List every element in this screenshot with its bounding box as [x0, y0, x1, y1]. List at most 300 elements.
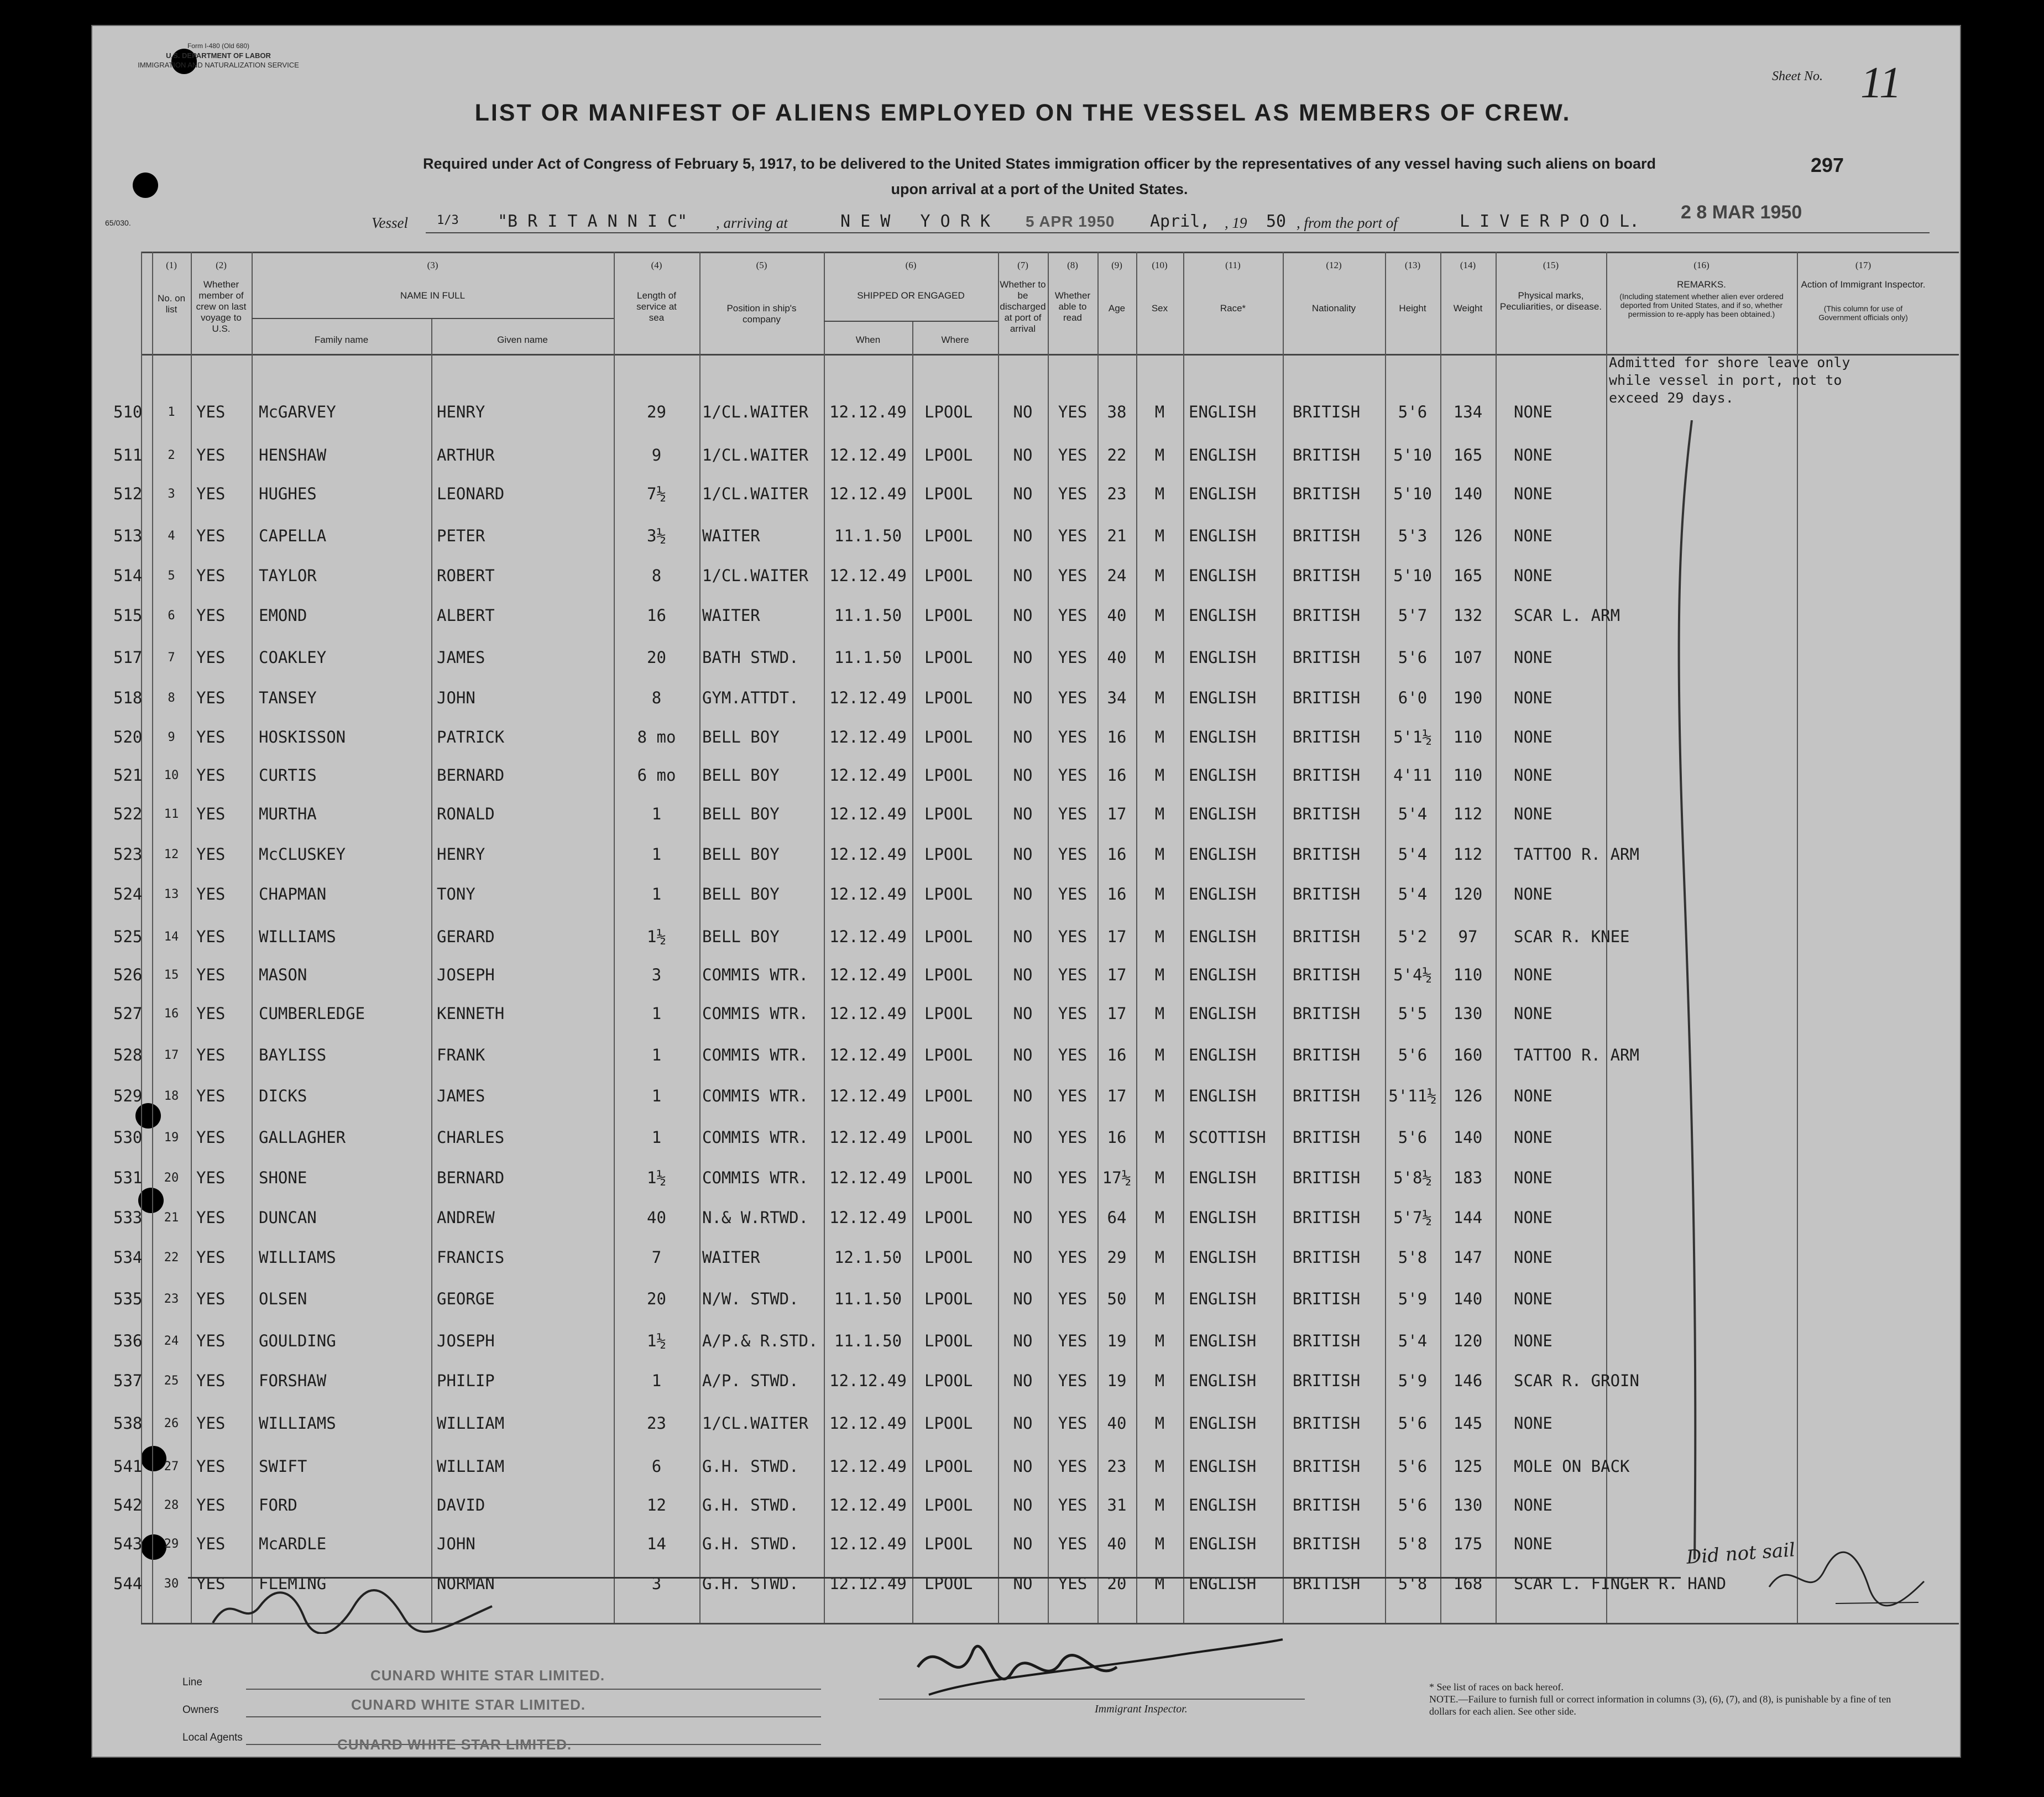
cell-height: 5'5: [1398, 1004, 1428, 1023]
col-divider: [1496, 252, 1497, 1623]
vessel-name: "B R I T A N N I C": [498, 212, 688, 231]
cell-marks: TATTOO R. ARM: [1514, 845, 1639, 864]
col-divider: [1797, 252, 1798, 1623]
cell-height: 6'0: [1398, 688, 1428, 707]
cell-nationality: BRITISH: [1293, 606, 1361, 625]
cell-position: COMMIS WTR.: [702, 1128, 809, 1147]
cell-height: 5'8: [1398, 1534, 1428, 1553]
cell-position: COMMIS WTR.: [702, 1168, 809, 1187]
cell-marks: SCAR L. ARM: [1514, 606, 1620, 625]
cell-nationality: BRITISH: [1293, 403, 1361, 421]
cell-age: 21: [1107, 526, 1127, 545]
cell-family: WILLIAMS: [259, 1414, 336, 1433]
cell-read: YES: [1058, 965, 1088, 984]
cell-marks: MOLE ON BACK: [1514, 1457, 1630, 1476]
line-stamp: CUNARD WHITE STAR LIMITED.: [370, 1667, 605, 1684]
col-num-3: (3): [427, 260, 438, 270]
cell-position: BELL BOY: [702, 927, 780, 946]
cell-left: 520: [113, 728, 143, 746]
cell-height: 5'4: [1398, 845, 1428, 864]
cell-left: 513: [113, 526, 143, 545]
cell-nationality: BRITISH: [1293, 728, 1361, 746]
cell-weight: 110: [1453, 728, 1483, 746]
cell-weight: 145: [1453, 1414, 1483, 1433]
cell-race: ENGLISH: [1189, 965, 1257, 984]
col-head-name: NAME IN FULL: [400, 290, 466, 301]
cell-height: 5'10: [1393, 446, 1432, 464]
cell-weight: 125: [1453, 1457, 1483, 1476]
cell-nationality: BRITISH: [1293, 1457, 1361, 1476]
cell-given: HENRY: [437, 403, 485, 421]
cell-height: 5'4½: [1393, 965, 1432, 984]
col-num-13: (13): [1404, 260, 1421, 270]
col-head-height: Height: [1399, 303, 1426, 314]
cell-read: YES: [1058, 1208, 1088, 1227]
col-num-7: (7): [1017, 260, 1028, 270]
cell-given: PHILIP: [437, 1371, 495, 1390]
cell-where: LPOOL: [924, 1534, 973, 1553]
cell-service: 14: [647, 1534, 666, 1553]
cell-service: 7: [651, 1248, 662, 1267]
cell-age: 17½: [1102, 1168, 1132, 1187]
cell-crew: YES: [196, 1457, 226, 1476]
cell-race: ENGLISH: [1189, 1168, 1257, 1187]
col-head-family: Family name: [314, 335, 369, 345]
cell-family: OLSEN: [259, 1289, 307, 1308]
cell-when: 12.12.49: [829, 1208, 907, 1227]
cell-read: YES: [1058, 1371, 1088, 1390]
cell-when: 12.12.49: [829, 965, 907, 984]
cell-left: 538: [113, 1414, 143, 1433]
cell-crew: YES: [196, 927, 226, 946]
cell-no: 18: [164, 1089, 179, 1103]
cell-left: 518: [113, 688, 143, 707]
remarks-shore-leave: [1609, 354, 1850, 407]
cell-weight: 168: [1453, 1574, 1483, 1593]
cell-position: GYM.ATTDT.: [702, 688, 799, 707]
cell-height: 5'6: [1398, 1046, 1428, 1064]
cell-sex: M: [1154, 885, 1165, 903]
cell-given: ANDREW: [437, 1208, 495, 1227]
cell-marks: NONE: [1514, 1086, 1552, 1105]
cell-service: 1: [651, 1086, 662, 1105]
cell-service: 16: [647, 606, 666, 625]
cell-height: 5'6: [1398, 1128, 1428, 1147]
cell-race: ENGLISH: [1189, 1414, 1257, 1433]
cell-nationality: BRITISH: [1293, 965, 1361, 984]
cell-sex: M: [1154, 1534, 1165, 1553]
cell-race: ENGLISH: [1189, 728, 1257, 746]
cell-no: 19: [164, 1131, 179, 1145]
cell-height: 5'8: [1398, 1248, 1428, 1267]
cell-age: 40: [1107, 1414, 1127, 1433]
cell-nationality: BRITISH: [1293, 927, 1361, 946]
cell-where: LPOOL: [924, 1574, 973, 1593]
cell-no: 20: [164, 1171, 179, 1185]
cell-service: 7½: [647, 484, 666, 503]
cell-service: 3: [651, 1574, 662, 1593]
cell-given: JOHN: [437, 688, 475, 707]
cell-race: ENGLISH: [1189, 484, 1257, 503]
cell-position: BELL BOY: [702, 728, 780, 746]
cell-discharged: NO: [1013, 728, 1033, 746]
cell-sex: M: [1154, 1208, 1165, 1227]
cell-nationality: BRITISH: [1293, 1004, 1361, 1023]
cell-service: 20: [647, 648, 666, 667]
cell-read: YES: [1058, 648, 1088, 667]
cell-age: 23: [1107, 1457, 1127, 1476]
cell-family: GALLAGHER: [259, 1128, 346, 1147]
footer-line-label: Line: [182, 1676, 202, 1688]
cell-left: 523: [113, 845, 143, 864]
cell-family: HOSKISSON: [259, 728, 346, 746]
cell-discharged: NO: [1013, 1208, 1033, 1227]
cell-when: 12.12.49: [829, 1086, 907, 1105]
cell-where: LPOOL: [924, 965, 973, 984]
cell-family: TAYLOR: [259, 566, 317, 585]
cell-crew: YES: [196, 1086, 226, 1105]
remarks-line: Admitted for shore leave only: [1609, 354, 1850, 370]
cell-position: BELL BOY: [702, 805, 780, 823]
cell-service: 9: [651, 446, 662, 464]
cell-race: ENGLISH: [1189, 885, 1257, 903]
cell-discharged: NO: [1013, 1248, 1033, 1267]
col-head-remarks-note: (Including statement whether alien ever ordered deported from United States, and if so, whether permission to re-apply has been obtained.): [1619, 292, 1784, 318]
cell-sex: M: [1154, 1086, 1165, 1105]
subtitle-line-1: Required under Act of Congress of February 5, 1917, to be delivered to the United States immigration officer by the representatives of any vessel having such aliens on board: [422, 155, 1656, 172]
cell-when: 12.12.49: [829, 1574, 907, 1593]
cell-left: 537: [113, 1371, 143, 1390]
cell-when: 11.1.50: [834, 648, 902, 667]
cell-given: JAMES: [437, 648, 485, 667]
col-head-marks: Physical marks, Peculiarities, or disease.: [1499, 290, 1602, 312]
cell-race: ENGLISH: [1189, 606, 1257, 625]
cell-weight: 146: [1453, 1371, 1483, 1390]
cell-given: HENRY: [437, 845, 485, 864]
cell-sex: M: [1154, 1414, 1165, 1433]
cell-where: LPOOL: [924, 1004, 973, 1023]
cell-age: 29: [1107, 1248, 1127, 1267]
cell-family: CAPELLA: [259, 526, 327, 545]
cell-left: 511: [113, 446, 143, 464]
cell-given: FRANK: [437, 1046, 485, 1064]
cell-marks: NONE: [1514, 965, 1552, 984]
cell-race: ENGLISH: [1189, 1574, 1257, 1593]
punch-hole: [135, 1103, 161, 1129]
cell-left: 541: [113, 1457, 143, 1476]
cell-race: SCOTTISH: [1189, 1128, 1266, 1147]
cell-left: 529: [113, 1086, 143, 1105]
cell-race: ENGLISH: [1189, 766, 1257, 785]
cell-service: 1: [651, 1046, 662, 1064]
cell-weight: 160: [1453, 1046, 1483, 1064]
cell-read: YES: [1058, 1457, 1088, 1476]
sheet-no-value: 11: [1860, 59, 1902, 107]
cell-crew: YES: [196, 845, 226, 864]
form-info: [100, 41, 337, 70]
cell-left: 514: [113, 566, 143, 585]
col-divider: [699, 252, 700, 1623]
cell-given: KENNETH: [437, 1004, 505, 1023]
cell-service: 3½: [647, 526, 666, 545]
cell-crew: YES: [196, 446, 226, 464]
cell-given: BERNARD: [437, 1168, 505, 1187]
cell-position: 1/CL.WAITER: [702, 446, 809, 464]
cell-crew: YES: [196, 1168, 226, 1187]
cell-when: 12.12.49: [829, 1004, 907, 1023]
cell-family: DICKS: [259, 1086, 307, 1105]
cell-sex: M: [1154, 484, 1165, 503]
cell-read: YES: [1058, 1496, 1088, 1514]
cell-left: 524: [113, 885, 143, 903]
cell-crew: YES: [196, 1331, 226, 1350]
cell-left: 517: [113, 648, 143, 667]
cell-position: BELL BOY: [702, 845, 780, 864]
cell-no: 6: [168, 609, 175, 623]
cell-age: 16: [1107, 728, 1127, 746]
col-num-2: (2): [216, 260, 227, 270]
cell-position: WAITER: [702, 1248, 760, 1267]
cell-family: HUGHES: [259, 484, 317, 503]
cell-left: 536: [113, 1331, 143, 1350]
cell-sex: M: [1154, 1004, 1165, 1023]
cell-race: ENGLISH: [1189, 688, 1257, 707]
cell-position: WAITER: [702, 526, 760, 545]
cell-crew: YES: [196, 1534, 226, 1553]
cell-read: YES: [1058, 484, 1088, 503]
cell-no: 9: [168, 730, 175, 744]
cell-age: 19: [1107, 1371, 1127, 1390]
arrival-date-stamp: 5 APR 1950: [1026, 213, 1115, 230]
cell-service: 8 mo: [637, 728, 676, 746]
cell-nationality: BRITISH: [1293, 845, 1361, 864]
wavy-mark: [210, 1584, 498, 1634]
cell-marks: NONE: [1514, 446, 1552, 464]
cell-nationality: BRITISH: [1293, 1331, 1361, 1350]
cell-race: ENGLISH: [1189, 1457, 1257, 1476]
col-head-no: No. on list: [157, 293, 186, 315]
cell-read: YES: [1058, 766, 1088, 785]
cell-age: 16: [1107, 766, 1127, 785]
cell-given: DAVID: [437, 1496, 485, 1514]
arrival-month-day: April,: [1150, 212, 1210, 231]
cell-discharged: NO: [1013, 1496, 1033, 1514]
cell-left: 528: [113, 1046, 143, 1064]
cell-service: 1: [651, 1371, 662, 1390]
cell-family: SHONE: [259, 1168, 307, 1187]
cell-age: 20: [1107, 1574, 1127, 1593]
cell-age: 17: [1107, 1086, 1127, 1105]
col-head-action: Action of Immigrant Inspector.: [1801, 279, 1926, 290]
cell-position: COMMIS WTR.: [702, 1004, 809, 1023]
cell-age: 17: [1107, 965, 1127, 984]
cell-service: 29: [647, 403, 666, 421]
cell-age: 31: [1107, 1496, 1127, 1514]
cell-position: WAITER: [702, 606, 760, 625]
footer-note: [1429, 1681, 1910, 1717]
cell-left: 531: [113, 1168, 143, 1187]
cell-race: ENGLISH: [1189, 1046, 1257, 1064]
cell-when: 12.12.49: [829, 1128, 907, 1147]
cell-when: 11.1.50: [834, 526, 902, 545]
cell-read: YES: [1058, 1574, 1088, 1593]
cell-age: 17: [1107, 805, 1127, 823]
cell-age: 38: [1107, 403, 1127, 421]
col-head-weight: Weight: [1453, 303, 1483, 314]
cell-read: YES: [1058, 927, 1088, 946]
cell-marks: SCAR R. KNEE: [1514, 927, 1630, 946]
cell-no: 15: [164, 968, 179, 982]
cell-no: 10: [164, 769, 179, 782]
cell-given: JOSEPH: [437, 1331, 495, 1350]
from-label: , from the port of: [1297, 215, 1398, 231]
cell-marks: NONE: [1514, 1004, 1552, 1023]
cell-marks: NONE: [1514, 1168, 1552, 1187]
cell-no: 21: [164, 1211, 179, 1225]
cell-service: 1½: [647, 927, 666, 946]
cell-sex: M: [1154, 1371, 1165, 1390]
cell-nationality: BRITISH: [1293, 688, 1361, 707]
cell-discharged: NO: [1013, 927, 1033, 946]
shipped-subhead-rule: [824, 321, 998, 322]
cell-sex: M: [1154, 728, 1165, 746]
cell-discharged: NO: [1013, 1534, 1033, 1553]
cell-nationality: BRITISH: [1293, 526, 1361, 545]
col-divider: [431, 318, 432, 1623]
cell-read: YES: [1058, 566, 1088, 585]
cell-given: ROBERT: [437, 566, 495, 585]
col-head-service: Length of service at sea: [636, 290, 677, 323]
cell-discharged: NO: [1013, 965, 1033, 984]
col-head-read: Whether able to read: [1054, 290, 1091, 323]
cell-weight: 126: [1453, 1086, 1483, 1105]
cell-race: ENGLISH: [1189, 1208, 1257, 1227]
cell-weight: 110: [1453, 965, 1483, 984]
cell-marks: NONE: [1514, 484, 1552, 503]
cell-when: 12.12.49: [829, 805, 907, 823]
cell-marks: NONE: [1514, 766, 1552, 785]
cell-height: 5'9: [1398, 1289, 1428, 1308]
cell-no: 1: [168, 405, 175, 419]
port-of-departure: L I V E R P O O L.: [1460, 212, 1640, 231]
cell-left: 543: [113, 1534, 143, 1553]
cell-age: 17: [1107, 1004, 1127, 1023]
penalty-note: NOTE.—Failure to furnish full or correct information in columns (3), (6), (7), and (8), is punishable by a fine of ten dollars for each alien. See other side.: [1429, 1694, 1891, 1717]
departure-date-stamp: 2 8 MAR 1950: [1681, 202, 1802, 223]
cell-age: 17: [1107, 927, 1127, 946]
col-head-given: Given name: [497, 335, 548, 345]
col-head-age: Age: [1108, 303, 1126, 314]
cell-given: CHARLES: [437, 1128, 505, 1147]
cell-age: 24: [1107, 566, 1127, 585]
col-num-5: (5): [756, 260, 767, 270]
cell-discharged: NO: [1013, 1289, 1033, 1308]
cell-age: 40: [1107, 648, 1127, 667]
cell-sex: M: [1154, 1496, 1165, 1514]
cell-race: ENGLISH: [1189, 1086, 1257, 1105]
cell-nationality: BRITISH: [1293, 1574, 1361, 1593]
cell-age: 22: [1107, 446, 1127, 464]
cell-marks: NONE: [1514, 1289, 1552, 1308]
col-num-10: (10): [1152, 260, 1168, 270]
cell-sex: M: [1154, 1046, 1165, 1064]
cell-when: 12.12.49: [829, 1371, 907, 1390]
cell-sex: M: [1154, 606, 1165, 625]
cell-crew: YES: [196, 1574, 226, 1593]
cell-weight: 130: [1453, 1004, 1483, 1023]
cell-sex: M: [1154, 1248, 1165, 1267]
col-num-12: (12): [1326, 260, 1342, 270]
cell-where: LPOOL: [924, 1371, 973, 1390]
cell-discharged: NO: [1013, 648, 1033, 667]
cell-family: CUMBERLEDGE: [259, 1004, 365, 1023]
cell-where: LPOOL: [924, 728, 973, 746]
inspector-rule: [879, 1699, 1305, 1700]
punch-hole: [133, 173, 158, 198]
cell-height: 5'1½: [1393, 728, 1432, 746]
cell-crew: YES: [196, 526, 226, 545]
cell-family: FLEMING: [259, 1574, 327, 1593]
cell-read: YES: [1058, 688, 1088, 707]
cell-given: WILLIAM: [437, 1457, 505, 1476]
cell-service: 12: [647, 1496, 666, 1514]
cell-discharged: NO: [1013, 1574, 1033, 1593]
cell-age: 50: [1107, 1289, 1127, 1308]
cell-crew: YES: [196, 728, 226, 746]
cell-weight: 165: [1453, 446, 1483, 464]
cell-weight: 190: [1453, 688, 1483, 707]
cell-position: A/P. STWD.: [702, 1371, 799, 1390]
cell-marks: NONE: [1514, 1496, 1552, 1514]
inspector-signature: [896, 1623, 1294, 1706]
col-divider: [191, 252, 192, 1623]
cell-marks: NONE: [1514, 1128, 1552, 1147]
cell-discharged: NO: [1013, 526, 1033, 545]
cell-when: 12.12.49: [829, 766, 907, 785]
cell-nationality: BRITISH: [1293, 766, 1361, 785]
cell-height: 4'11: [1393, 766, 1432, 785]
cell-height: 5'6: [1398, 403, 1428, 421]
cell-nationality: BRITISH: [1293, 1208, 1361, 1227]
cell-read: YES: [1058, 606, 1088, 625]
sheet-no-label: Sheet No.: [1772, 69, 1823, 83]
cell-age: 16: [1107, 885, 1127, 903]
cell-service: 1: [651, 845, 662, 864]
cell-discharged: NO: [1013, 688, 1033, 707]
cell-read: YES: [1058, 1331, 1088, 1350]
cell-position: G.H. STWD.: [702, 1574, 799, 1593]
cell-left: 525: [113, 927, 143, 946]
cell-height: 5'4: [1398, 885, 1428, 903]
cell-no: 29: [164, 1537, 179, 1551]
cell-when: 12.12.49: [829, 1496, 907, 1514]
cell-left: 535: [113, 1289, 143, 1308]
cell-marks: NONE: [1514, 1331, 1552, 1350]
cell-marks: SCAR R. GROIN: [1514, 1371, 1639, 1390]
cell-when: 12.12.49: [829, 1534, 907, 1553]
cell-family: COAKLEY: [259, 648, 327, 667]
cell-discharged: NO: [1013, 1371, 1033, 1390]
cell-height: 5'4: [1398, 805, 1428, 823]
cell-read: YES: [1058, 446, 1088, 464]
cell-left: 527: [113, 1004, 143, 1023]
cell-family: McGARVEY: [259, 403, 336, 421]
ditto-line: [1675, 420, 1708, 1570]
cell-weight: 132: [1453, 606, 1483, 625]
service-name: IMMIGRATION AND NATURALIZATION SERVICE: [138, 61, 299, 69]
cell-given: BERNARD: [437, 766, 505, 785]
cell-no: 4: [168, 529, 175, 543]
